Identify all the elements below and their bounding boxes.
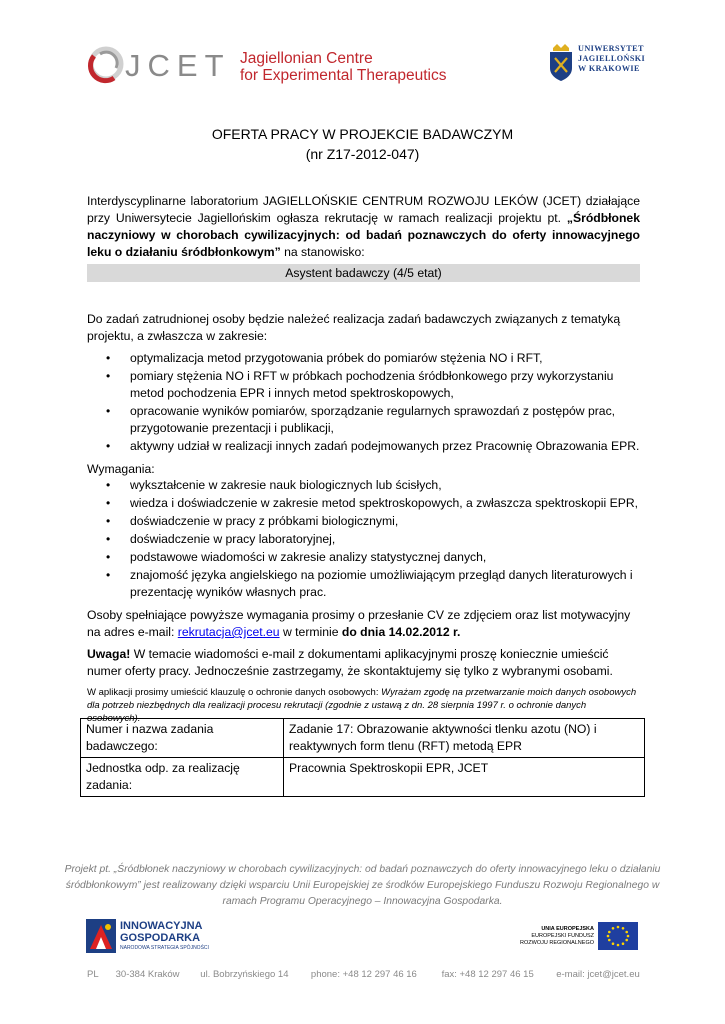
contact-country: PL xyxy=(87,969,99,980)
table-row xyxy=(81,758,645,797)
privacy-text: W aplikacji prosimy umieścić klauzulę o ochronie danych osobowych: xyxy=(87,687,382,698)
note-text: W temacie wiadomości e-mail z dokumentami aplikacyjnymi proszę koniecznie umieścić numer oferty pracy. Jednocześnie zastrzegamy, że skontaktujemy się tylko z wybranymi osobami. xyxy=(87,647,613,678)
task-item: • optymalizacja metod przygotowania próbek do pomiarów stężenia NO i RFT, xyxy=(87,350,642,367)
jcet-wordmark: JCET xyxy=(125,48,231,83)
task-item: • opracowanie wyników pomiarów, sporządzanie regularnych sprawozdań z postępów prac, przygotowanie prezentacji i publikacji, xyxy=(87,403,642,437)
table-value: Pracownia Spektroskopii EPR, JCET xyxy=(284,758,645,797)
funding-note: Projekt pt. „Śródbłonek naczyniowy w chorobach cywilizacyjnych: od badań poznawczych do oferty innowacyjnego leku o działaniu śródbłonkowym” jest realizowany dzięki wsparciu Unii Europejskiej ze środków Europejskiego Funduszu Rozwoju Regionalnego w ramach Programu Operacyjnego – Innowacyjna Gospodarka. xyxy=(64,864,661,907)
jcet-logo-mark xyxy=(86,44,126,84)
requirement-item: • doświadczenie w pracy laboratoryjnej, xyxy=(87,531,642,548)
uj-crest-icon xyxy=(548,42,574,82)
ig-line3: NARODOWA STRATEGIA SPÓJNOŚCI xyxy=(120,945,209,951)
requirement-item: • wykształcenie w zakresie nauk biologicznych lub ścisłych, xyxy=(87,477,642,494)
innowacyjna-gospodarka-logo xyxy=(86,913,226,961)
offer-number: (nr Z17-2012-047) xyxy=(305,146,420,162)
tasks-list xyxy=(87,350,642,456)
contact-fax: fax: +48 12 297 46 15 xyxy=(441,969,534,980)
requirement-item: • podstawowe wiadomości w zakresie analizy statystycznej danych, xyxy=(87,549,642,566)
privacy-clause-quote: Wyrażam zgodę na przetwarzanie moich danych osobowych dla potrzeb niezbędnych dla realizacji procesu rekrutacji (zgodnie z ustawą z dn. 28 sierpnia 1997 r. o ochronie danych osobowych). xyxy=(87,687,637,724)
contact-phone: phone: +48 12 297 46 16 xyxy=(310,969,417,980)
contact-street: ul. Bobrzyńskiego 14 xyxy=(200,969,289,980)
task-item: • pomiary stężenia NO i RFT w próbkach pochodzenia śródbłonkowego przy wykorzystaniu metod pochodzenia EPR i innych metod spektroskopowych, xyxy=(87,368,642,402)
position-title-bar: Asystent badawczy (4/5 etat) xyxy=(87,264,640,282)
task-info-table xyxy=(80,718,645,797)
eu-line1: UNIA EUROPEJSKA xyxy=(541,926,594,932)
intro-text: Interdyscyplinarne laboratorium JAGIELLOŃSKIE CENTRUM ROZWOJU LEKÓW (JCET) działające przy Uniwersytecie Jagiellońskim ogłasza rekrutację w ramach realizacji projektu pt. xyxy=(87,194,640,225)
note-label: Uwaga! xyxy=(87,647,131,661)
eu-line2: EUROPEJSKI FUNDUSZ xyxy=(531,933,594,939)
jcet-name-line1: Jagiellonian Centre xyxy=(240,50,373,67)
requirement-item: • wiedza i doświadczenie w zakresie metod spektroskopowych, a zwłaszcza spektroskopii EPR, xyxy=(87,495,642,512)
uj-name xyxy=(578,44,645,74)
ig-line2: GOSPODARKA xyxy=(120,932,201,944)
contact-email[interactable]: e-mail: jcet@jcet.eu xyxy=(556,969,640,980)
table-value: Zadanie 17: Obrazowanie aktywności tlenku azotu (NO) i reaktywnych form tlenu (RFT) metodą EPR xyxy=(284,719,645,758)
uj-name-line1: UNIWERSYTET xyxy=(578,44,644,53)
uj-name-line2: JAGIELLOŃSKI xyxy=(578,54,646,63)
cv-deadline-text: w terminie xyxy=(279,625,342,639)
note-paragraph xyxy=(87,646,640,680)
requirement-item: • znajomość języka angielskiego na poziomie umożliwiającym przegląd danych literaturowych i prezentację wyników własnych prac. xyxy=(87,567,642,601)
tasks-intro: Do zadań zatrudnionej osoby będzie należeć realizacja zadań badawczych związanych z tematyką projektu, a zwłaszcza w zakresie: xyxy=(87,312,621,343)
eu-text xyxy=(518,926,594,947)
uj-name-line3: W KRAKOWIE xyxy=(578,64,640,73)
eu-line3: ROZWOJU REGIONALNEGO xyxy=(520,940,594,946)
recruitment-email-link[interactable]: rekrutacja@jcet.eu xyxy=(177,625,280,639)
requirements-label: Wymagania: xyxy=(87,462,155,476)
jcet-name-line2: for Experimental Therapeutics xyxy=(240,67,447,84)
task-item: • aktywny udział w realizacji innych zadań podejmowanych przez Pracownię Obrazowania EPR. xyxy=(87,438,642,455)
requirements-list xyxy=(87,477,642,602)
intro-paragraph xyxy=(87,193,640,261)
cv-deadline: do dnia 14.02.2012 r. xyxy=(341,625,461,639)
table-row xyxy=(81,719,645,758)
cv-paragraph xyxy=(87,607,640,641)
table-key: Numer i nazwa zadania badawczego: xyxy=(81,719,284,758)
project-title: „Śródbłonek naczyniowy w chorobach cywilizacyjnych: od badań poznawczych do oferty innowacyjnego leku o działaniu śródbłonkowym” xyxy=(87,211,640,259)
jcet-full-name xyxy=(240,50,446,84)
contact-line xyxy=(87,969,647,980)
eu-flag-icon xyxy=(598,922,638,950)
table-key: Jednostka odp. za realizację zadania: xyxy=(81,758,284,797)
contact-city: 30-384 Kraków xyxy=(115,969,180,980)
cv-text: Osoby spełniające powyższe wymagania prosimy o przesłanie CV ze zdjęciem oraz list motywacyjny na adres e-mail: xyxy=(87,608,631,639)
ig-emblem-icon xyxy=(86,919,116,953)
offer-title: OFERTA PRACY W PROJEKCIE BADAWCZYM xyxy=(211,126,514,142)
ig-line1: INNOWACYJNA xyxy=(120,920,203,932)
eu-logo xyxy=(518,920,640,954)
intro-suffix: na stanowisko: xyxy=(280,245,365,259)
requirement-item: • doświadczenie w pracy z próbkami biologicznymi, xyxy=(87,513,642,530)
